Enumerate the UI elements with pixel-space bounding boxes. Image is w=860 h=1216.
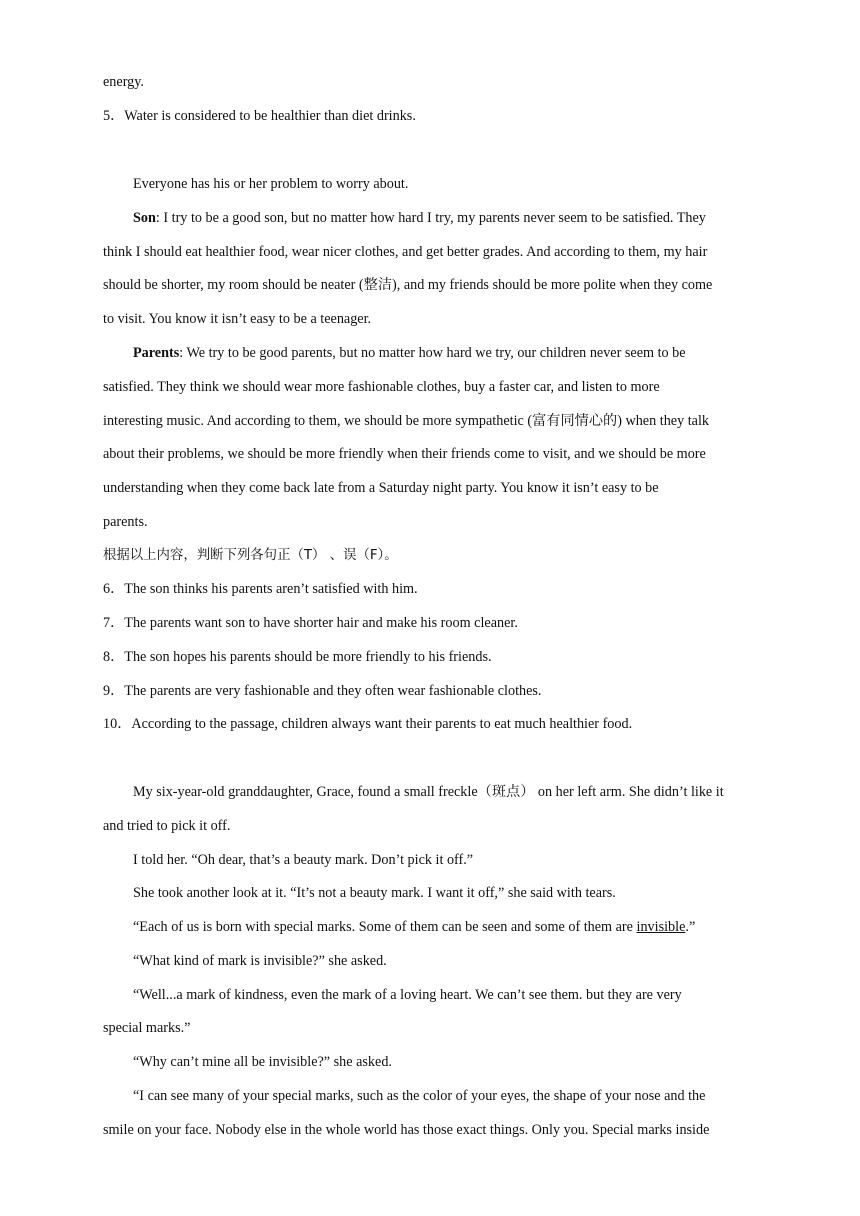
question-number: 6． [103,581,125,597]
passage-intro: Everyone has his or her problem to worry about. [133,176,409,192]
story-paragraph-6-line-2: special marks.” [103,1020,191,1036]
son-text: : I try to be a good son, but no matter how hard I try, my parents never seem to be satisfied. They [155,210,706,226]
question-text: The son hopes his parents should be more friendly to his friends. [124,649,492,665]
parents-text: : We try to be good parents, but no matter how hard we try, our children never seem to be [179,345,686,361]
instruction: 根据以上内容，判断下列各句正（T） 、误（F）。 [103,548,398,563]
question-6 [103,578,763,600]
story-text: “Each of us is born with special marks. Some of them can be seen and some of them are [133,919,637,935]
parents-paragraph-line-6: parents. [103,514,148,530]
question-number: 8． [103,649,125,665]
question-5 [103,105,763,127]
question-number: 5． [103,108,125,124]
underlined-word: invisible [636,919,686,935]
question-10 [103,713,763,735]
story-text: .” [685,919,696,935]
question-text: According to the passage, children always want their parents to eat much healthier food. [131,716,633,732]
story-paragraph-3: She took another look at it. “It’s not a beauty mark. I want it off,” she said with tears. [133,885,616,901]
question-text: The parents are very fashionable and they often wear fashionable clothes. [124,683,542,699]
story-paragraph-1-line-1: My six-year-old granddaughter, Grace, found a small freckle（斑点） on her left arm. She didn’t like it [133,784,724,800]
question-text: The parents want son to have shorter hair and make his room cleaner. [124,615,518,631]
parents-paragraph-line-3: interesting music. And according to them, we should be more sympathetic (富有同情心的) when they talk [103,413,709,429]
question-number: 9． [103,683,125,699]
son-paragraph-line-2: think I should eat healthier food, wear nicer clothes, and get better grades. And according to them, my hair [103,244,708,260]
story-paragraph-6-line-1: “Well...a mark of kindness, even the mark of a loving heart. We can’t see them. but they are very [133,987,682,1003]
story-paragraph-4 [133,916,793,938]
parents-paragraph-line-5: understanding when they come back late from a Saturday night party. You know it isn’t easy to be [103,480,659,496]
question-number: 7． [103,615,125,631]
question-9 [103,680,763,702]
story-paragraph-7: “Why can’t mine all be invisible?” she asked. [133,1054,392,1070]
story-paragraph-8-line-2: smile on your face. Nobody else in the whole world has those exact things. Only you. Special marks inside [103,1122,710,1138]
question-8 [103,646,763,668]
question-7 [103,612,763,634]
son-label: Son [133,210,156,226]
parents-paragraph-line-4: about their problems, we should be more friendly when their friends come to visit, and we should be more [103,446,706,462]
question-text: The son thinks his parents aren’t satisfied with him. [124,581,418,597]
story-paragraph-5: “What kind of mark is invisible?” she asked. [133,953,387,969]
parents-label: Parents [133,345,180,361]
story-paragraph-8-line-1: “I can see many of your special marks, such as the color of your eyes, the shape of your nose and the [133,1088,706,1104]
parents-paragraph-line-1 [133,342,793,364]
question-text: Water is considered to be healthier than diet drinks. [124,108,416,124]
text-fragment: energy. [103,74,144,90]
story-paragraph-2: I told her. “Oh dear, that’s a beauty mark. Don’t pick it off.” [133,852,474,868]
son-paragraph-line-4: to visit. You know it isn’t easy to be a teenager. [103,311,372,327]
question-number: 10． [103,716,132,732]
story-paragraph-1-line-2: and tried to pick it off. [103,818,231,834]
son-paragraph-line-3: should be shorter, my room should be neater (整洁), and my friends should be more polite when they come [103,277,713,293]
parents-paragraph-line-2: satisfied. They think we should wear more fashionable clothes, buy a faster car, and listen to more [103,379,660,395]
son-paragraph-line-1 [133,207,793,229]
